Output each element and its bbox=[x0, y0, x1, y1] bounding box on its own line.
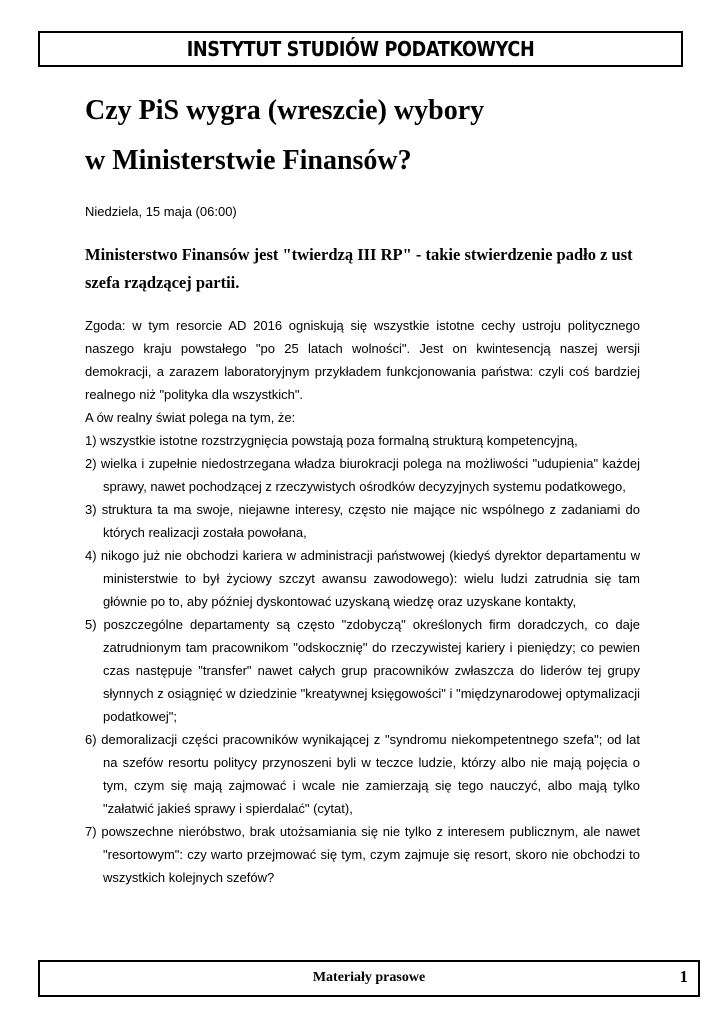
footer-banner bbox=[38, 960, 700, 997]
title-line-1: Czy PiS wygra (wreszcie) wybory bbox=[85, 95, 485, 126]
header-banner bbox=[38, 31, 683, 67]
list-item: 3) struktura ta ma swoje, niejawne interesy, często nie mające nic wspólnego z zadaniami do których realizacji została powołana, bbox=[85, 502, 640, 540]
article-body bbox=[85, 314, 640, 889]
list-item: 7) powszechne nieróbstwo, brak utożsamiania się nie tylko z interesem publicznym, ale nawet "resortowym": czy warto przejmować się tym, czym zajmuje się resort, skoro nie obchodzi to wszystkich kolejnych szefów? bbox=[85, 824, 640, 885]
lead-in-sentence: A ów realny świat polega na tym, że: bbox=[85, 410, 296, 425]
list-item: 2) wielka i zupełnie niedostrzegana władza biurokracji polega na możliwości "udupienia" każdej sprawy, nawet pochodzącej z rzeczywistych ośrodków decyzyjnych systemu podatkowego, bbox=[85, 456, 640, 494]
title-line-2: w Ministerstwie Finansów? bbox=[85, 145, 412, 176]
article-date: Niedziela, 15 maja (06:00) bbox=[85, 204, 237, 219]
footer-label: Materiały prasowe bbox=[312, 970, 426, 985]
list-item: 1) wszystkie istotne rozstrzygnięcia powstają poza formalną strukturą kompetencyjną, bbox=[85, 433, 578, 448]
article-title bbox=[85, 86, 685, 186]
intro-paragraph: Zgoda: w tym resorcie AD 2016 ogniskują się wszystkie istotne cechy ustroju politycznego naszego kraju powstałego "po 25 latach wolności". Jest on kwintesencją naszej wersji demokracji, a zarazem laboratoryjnym przykładem funkcjonowania państwa: czyli coś bardziej realnego niż "polityka dla wszystkich". bbox=[85, 318, 640, 402]
article-lead: Ministerstwo Finansów jest "twierdzą III RP" - takie stwierdzenie padło z ust szefa rządzącej partii. bbox=[85, 245, 633, 292]
list-item: 5) poszczególne departamenty są często "zdobyczą" określonych firm doradczych, co daje zatrudnionym tam pracownikom "odskocznię" do rzeczywistej kariery i pieniędzy; co pewien czas następuje "transfer" nawet całych grup pracowników zwłaszcza do liderów tej grupy słynnych z osiągnięć w dziedzinie "kreatywnej księgowości" i "międzynarodowej optymalizacji podatkowej"; bbox=[85, 617, 640, 724]
institute-name: INSTYTUT STUDIÓW PODATKOWYCH bbox=[186, 37, 535, 61]
page-number: 1 bbox=[679, 967, 688, 986]
list-item: 6) demoralizacji części pracowników wynikającej z "syndromu niekompetentnego szefa"; od lat na szefów resortu politycy przynoszeni byli w teczce ludzie, którzy albo nie mają pojęcia o tym, czym się mają zajmować i wcale nie zamierzają się tego nauczyć, albo mają tylko "załatwić jakieś sprawy i spierdalać" (cytat), bbox=[85, 732, 640, 816]
list-item: 4) nikogo już nie obchodzi kariera w administracji państwowej (kiedyś dyrektor departamentu w ministerstwie to był życiowy szczyt awansu zawodowego): wielu ludzi zatrudnia się tam głównie po to, aby później dyskontować uzyskaną wiedzę oraz uzyskane kontakty, bbox=[85, 548, 640, 609]
